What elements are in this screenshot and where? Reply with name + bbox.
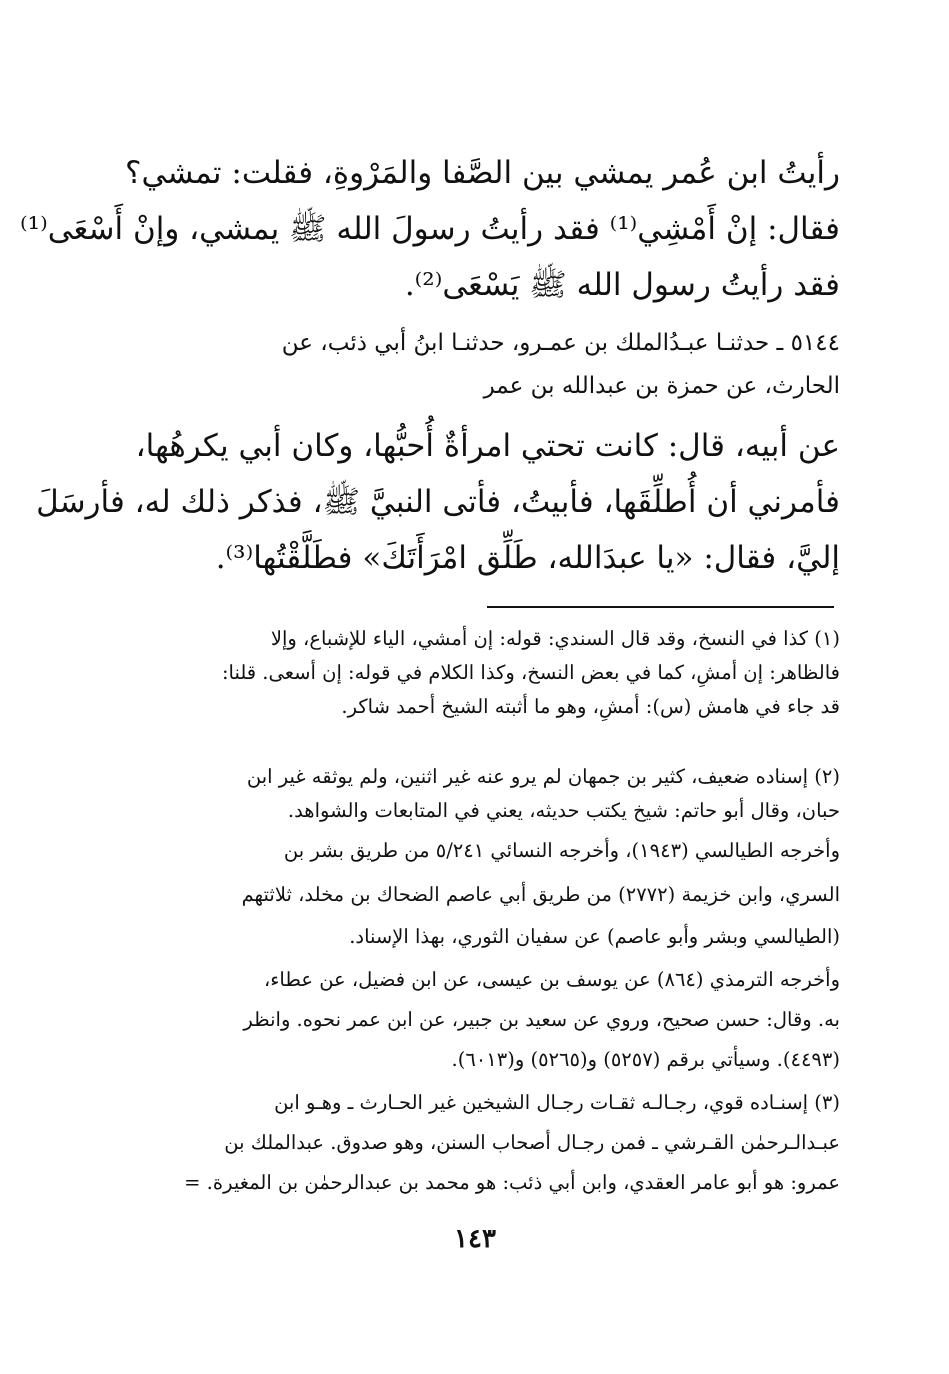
isnad-line: ٥١٤٤ ـ حدثنـا عبـدُالملك بن عمـرو، حدثنـا ابنُ أبي ذئب، عن xyxy=(281,330,840,356)
footnote-line: (٢) إسناده ضعيف، كثير بن جمهان لم يرو عنه غير اثنين، ولم يوثقه غير ابن xyxy=(246,765,840,788)
isnad-line: الحارث، عن حمزة بن عبدالله بن عمر xyxy=(483,373,840,399)
footnote-line: عبـدالـرحمٰن القـرشي ـ فمن رجـال أصحاب السنن، وهو صدوق. عبدالملك بن xyxy=(224,1131,840,1154)
footnote-line: (١) كذا في النسخ، وقد قال السندي: قوله: إن أمشي، الياء للإشباع، وإلا xyxy=(270,627,840,650)
hadith-line: رأيتُ ابن عُمر يمشي بين الصَّفا والمَرْوةِ، فقلت: تمشي؟ xyxy=(125,155,840,191)
footnote-line: حبان، وقال أبو حاتم: شيخ يكتب حديثه، يعني في المتابعات والشواهد. xyxy=(287,799,840,822)
footnote-line: وأخرجه الطيالسي (١٩٤٣)، وأخرجه النسائي ٥/٢٤١ من طريق بشر بن xyxy=(283,839,840,862)
footnote-line: فالظاهر: إن أمشِ، كما في بعض النسخ، وكذا الكلام في قوله: إن أسعى. قلنا: xyxy=(221,661,840,684)
hadith-line: فقد رأيتُ رسول الله ﷺ يَسْعَى⁽²⁾. xyxy=(404,267,840,303)
footnote-line: (٤٤٩٣). وسيأتي برقم (٥٢٥٧) و(٥٢٦٥) و(٦٠١٣). xyxy=(451,1048,840,1071)
footnote-line: وأخرجه الترمذي (٨٦٤) عن يوسف بن عيسى، عن ابن فضيل، عن عطاء، xyxy=(263,968,840,991)
footnote-line: (٣) إسنـاده قوي، رجـالـه ثقـات رجـال الشيخين غير الحـارث ـ وهـو ابن xyxy=(274,1091,840,1114)
footnote-line: عمرو: هو أبو عامر العقدي، وابن أبي ذئب: هو محمد بن عبدالرحمٰن بن المغيرة. = xyxy=(184,1171,840,1194)
matn-line: عن أبيه، قال: كانت تحتي امرأةٌ أُحبُّها، وكان أبي يكرهُها، xyxy=(135,428,840,464)
matn-line: إليَّ، فقال: «يا عبدَالله، طَلِّق امْرَأَتَكَ» فطَلَّقْتُها⁽³⁾. xyxy=(215,540,840,576)
footnote-separator xyxy=(487,606,834,608)
footnote-line: قد جاء في هامش (س): أمشِ، وهو ما أثبته الشيخ أحمد شاكر. xyxy=(341,695,840,718)
footnote-line: (الطيالسي وبشر وأبو عاصم) عن سفيان الثوري، بهذا الإسناد. xyxy=(349,925,840,948)
hadith-line: فقال: إنْ أَمْشِي⁽¹⁾ فقد رأيتُ رسولَ الله ﷺ يمشي، وإنْ أَسْعَى⁽¹⁾ xyxy=(20,211,840,247)
matn-line: فأمرني أن أُطلِّقَها، فأبيتُ، فأتى النبيَّ ﷺ، فذكر ذلك له، فأرسَلَ xyxy=(36,484,840,520)
footnote-line: السري، وابن خزيمة (٢٧٧٢) من طريق أبي عاصم الضحاك بن مخلد، ثلاثتهم xyxy=(241,883,840,906)
page-number: ١٤٣ xyxy=(454,1224,496,1254)
footnote-line: به. وقال: حسن صحيح، وروي عن سعيد بن جبير، عن ابن عمر نحوه. وانظر xyxy=(243,1008,840,1031)
